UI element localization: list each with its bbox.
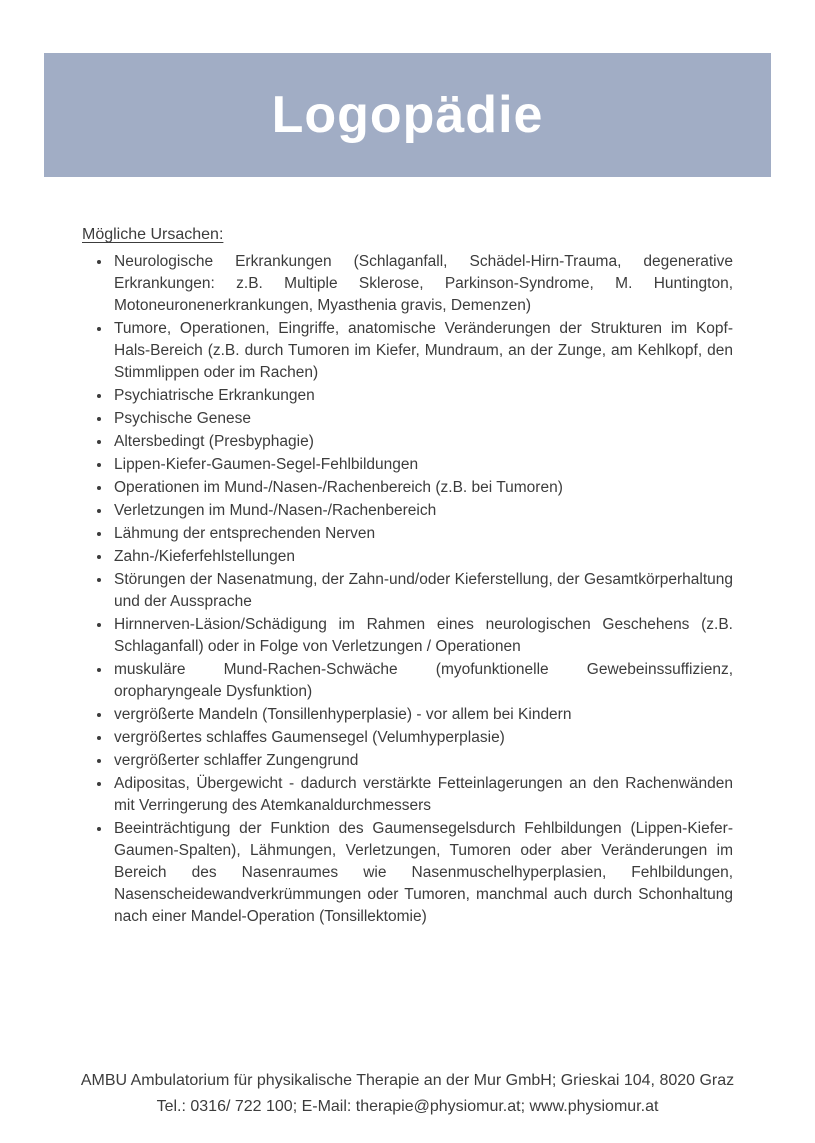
list-item: • Psychische Genese: [112, 407, 733, 430]
footer-address-line: AMBU Ambulatorium für physikalische Therapie an der Mur GmbH; Grieskai 104, 8020 Graz: [80, 1072, 735, 1089]
list-item: • vergrößerte Mandeln (Tonsillenhyperplasie) - vor allem bei Kindern: [112, 703, 733, 726]
list-item: • Hirnnerven-Läsion/Schädigung im Rahmen eines neurologischen Geschehens (z.B. Schlaganfall) oder in Folge von Verletzungen / Operationen: [112, 613, 733, 658]
page-title: Logopädie: [271, 86, 544, 144]
content-area: [82, 224, 733, 928]
list-item: • Zahn-/Kieferfehlstellungen: [112, 545, 733, 568]
list-item: • Adipositas, Übergewicht - dadurch verstärkte Fetteinlagerungen an den Rachenwänden mit Verringerung des Atemkanaldurchmessers: [112, 772, 733, 817]
list-item: • Lähmung der entsprechenden Nerven: [112, 522, 733, 545]
list-item: • muskuläre Mund-Rachen-Schwäche (myofunktionelle Gewebeinssuffizienz, oropharyngeale Dysfunktion): [112, 658, 733, 703]
footer: [0, 1068, 815, 1120]
list-item: • vergrößertes schlaffes Gaumensegel (Velumhyperplasie): [112, 726, 733, 749]
causes-list: [82, 250, 733, 928]
footer-contact-line: Tel.: 0316/ 722 100; E-Mail: therapie@physiomur.at; www.physiomur.at: [156, 1098, 659, 1115]
list-item: • Lippen-Kiefer-Gaumen-Segel-Fehlbildungen: [112, 453, 733, 476]
list-item: • Neurologische Erkrankungen (Schlaganfall, Schädel-Hirn-Trauma, degenerative Erkrankungen: z.B. Multiple Sklerose, Parkinson-Syndrome, M. Huntington, Motoneuronenerkrankungen, Myasthenia gravis, Demenzen): [112, 250, 733, 317]
list-item: • Altersbedingt (Presbyphagie): [112, 430, 733, 453]
list-item: • Störungen der Nasenatmung, der Zahn-und/oder Kieferstellung, der Gesamtkörperhaltung und der Aussprache: [112, 568, 733, 613]
section-heading: Mögliche Ursachen:: [82, 226, 224, 243]
list-item: • Psychiatrische Erkrankungen: [112, 384, 733, 407]
list-item: • vergrößerter schlaffer Zungengrund: [112, 749, 733, 772]
title-banner: [44, 53, 771, 177]
list-item: • Beeinträchtigung der Funktion des Gaumensegelsdurch Fehlbildungen (Lippen-Kiefer-Gaumen-Spalten), Lähmungen, Verletzungen, Tumoren oder aber Veränderungen im Bereich des Nasenraumes wie Nasenmuschelhyperplasien, Fehlbildungen, Nasenscheidewandverkrümmungen oder Tumoren, manchmal auch durch Schonhaltung nach einer Mandel-Operation (Tonsillektomie): [112, 817, 733, 928]
list-item: • Operationen im Mund-/Nasen-/Rachenbereich (z.B. bei Tumoren): [112, 476, 733, 499]
list-item: • Tumore, Operationen, Eingriffe, anatomische Veränderungen der Strukturen im Kopf-Hals-Bereich (z.B. durch Tumoren im Kiefer, Mundraum, an der Zunge, am Kehlkopf, den Stimmlippen oder im Rachen): [112, 317, 733, 384]
list-item: • Verletzungen im Mund-/Nasen-/Rachenbereich: [112, 499, 733, 522]
